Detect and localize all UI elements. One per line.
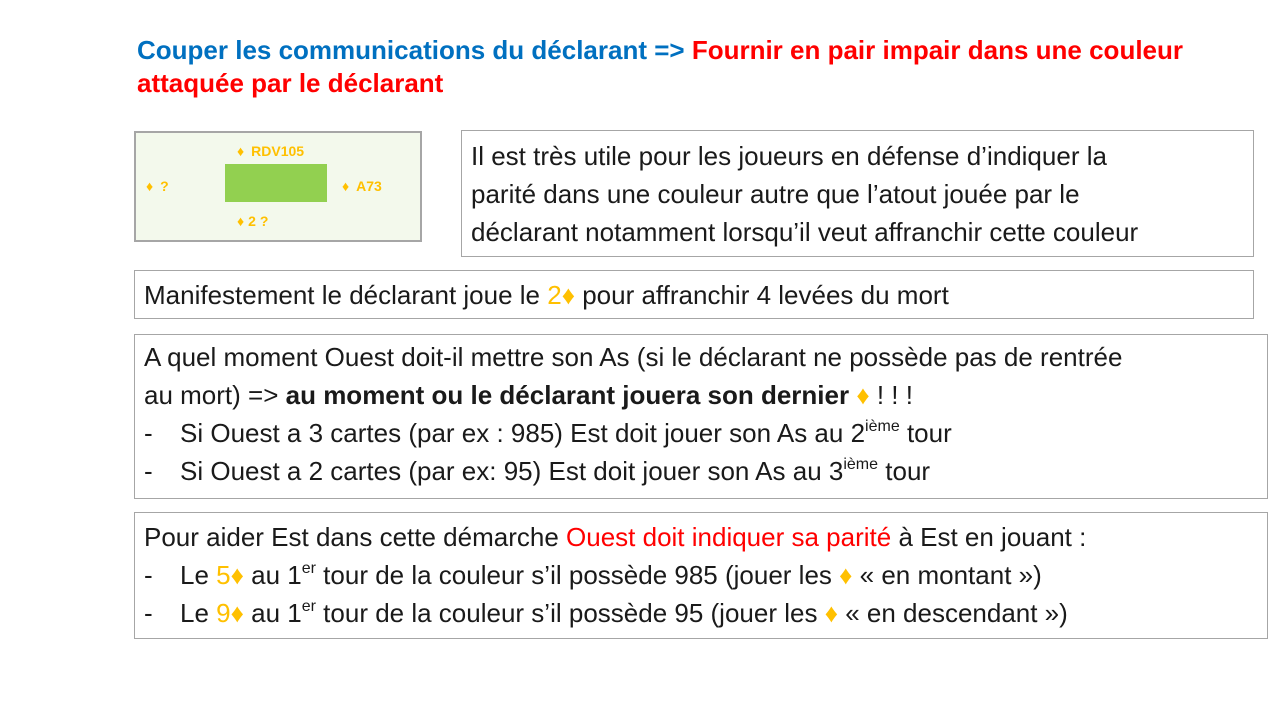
superscript: ième	[843, 456, 879, 473]
east-cards: A73	[356, 178, 382, 194]
text-segment: Si Ouest a 2 cartes (par ex: 95) Est doit jouer son As au 3	[180, 456, 844, 486]
bullet-dash: -	[144, 456, 153, 486]
text-line	[144, 276, 1244, 314]
text-segment: ! ! !	[869, 380, 913, 410]
title-part-2: Fournir en pair impair dans une couleur attaquée par le déclarant	[137, 35, 1184, 98]
info-box-west-parity	[134, 512, 1268, 639]
title-part-1: Couper les communications du déclarant =>	[137, 35, 692, 65]
bold-text: au moment ou le déclarant jouera son dernier	[285, 380, 850, 410]
card-highlight: 5♦	[216, 560, 244, 590]
bullet-item	[144, 452, 1258, 490]
text-line: A quel moment Ouest doit-il mettre son As (si le déclarant ne possède pas de rentrée	[144, 342, 1123, 372]
superscript: ième	[865, 418, 900, 435]
west-hand	[146, 178, 169, 194]
superscript: er	[301, 560, 316, 577]
text-segment: « en montant »)	[852, 560, 1042, 590]
text-segment: tour	[899, 418, 952, 448]
text-segment: au mort) =>	[144, 380, 286, 410]
text-line: Il est très utile pour les joueurs en défense d’indiquer la	[471, 141, 1107, 171]
bullet-dash: -	[144, 598, 153, 628]
text-segment: Si Ouest a 3 cartes (par ex : 985) Est doit jouer son As au 2	[180, 418, 866, 448]
card-highlight: 2♦	[547, 280, 575, 310]
text-segment: Manifestement le déclarant joue le	[144, 280, 548, 310]
text-line: déclarant notamment lorsqu’il veut affranchir cette couleur	[471, 217, 1139, 247]
text-line: parité dans une couleur autre que l’atout jouée par le	[471, 179, 1080, 209]
text-segment: Le	[180, 560, 217, 590]
diamond-icon: ♦	[824, 598, 838, 628]
text-segment: au 1	[243, 560, 302, 590]
south-cards: 2 ?	[248, 213, 269, 229]
diamond-icon: ♦	[856, 380, 870, 410]
info-box-declarer-play	[134, 270, 1254, 319]
diamond-icon: ♦	[146, 178, 154, 194]
card-diagram	[134, 131, 422, 242]
diamond-icon: ♦	[237, 213, 245, 229]
red-highlight: Ouest doit indiquer sa parité	[566, 522, 892, 552]
text-segment: tour	[878, 456, 931, 486]
text-line	[144, 376, 1258, 414]
info-box-ace-timing	[134, 334, 1268, 499]
text-segment: tour de la couleur s’il possède 95 (jouer les	[315, 598, 825, 628]
bullet-dash: -	[144, 418, 153, 448]
diamond-icon: ♦	[839, 560, 853, 590]
north-cards: RDV105	[251, 143, 305, 159]
text-segment: « en descendant »)	[837, 598, 1068, 628]
south-hand	[237, 213, 268, 229]
superscript: er	[301, 598, 316, 615]
bullet-item	[144, 556, 1258, 594]
diamond-icon: ♦	[237, 143, 245, 159]
text-segment: à Est en jouant :	[891, 522, 1087, 552]
east-hand	[342, 178, 382, 194]
text-segment: au 1	[243, 598, 302, 628]
card-highlight: 9♦	[216, 598, 244, 628]
text-line	[144, 518, 1258, 556]
bullet-dash: -	[144, 560, 153, 590]
diamond-icon: ♦	[342, 178, 350, 194]
table-rectangle	[225, 164, 327, 202]
slide-title	[137, 34, 1217, 100]
text-segment: tour de la couleur s’il possède 985 (jouer les	[315, 560, 840, 590]
north-hand	[237, 143, 304, 159]
west-cards: ?	[160, 178, 169, 194]
bullet-item	[144, 414, 1258, 452]
bullet-item	[144, 594, 1258, 632]
text-segment: Pour aider Est dans cette démarche	[144, 522, 567, 552]
text-segment: pour affranchir 4 levées du mort	[574, 280, 949, 310]
text-segment: Le	[180, 598, 217, 628]
info-box-parity	[461, 130, 1254, 257]
